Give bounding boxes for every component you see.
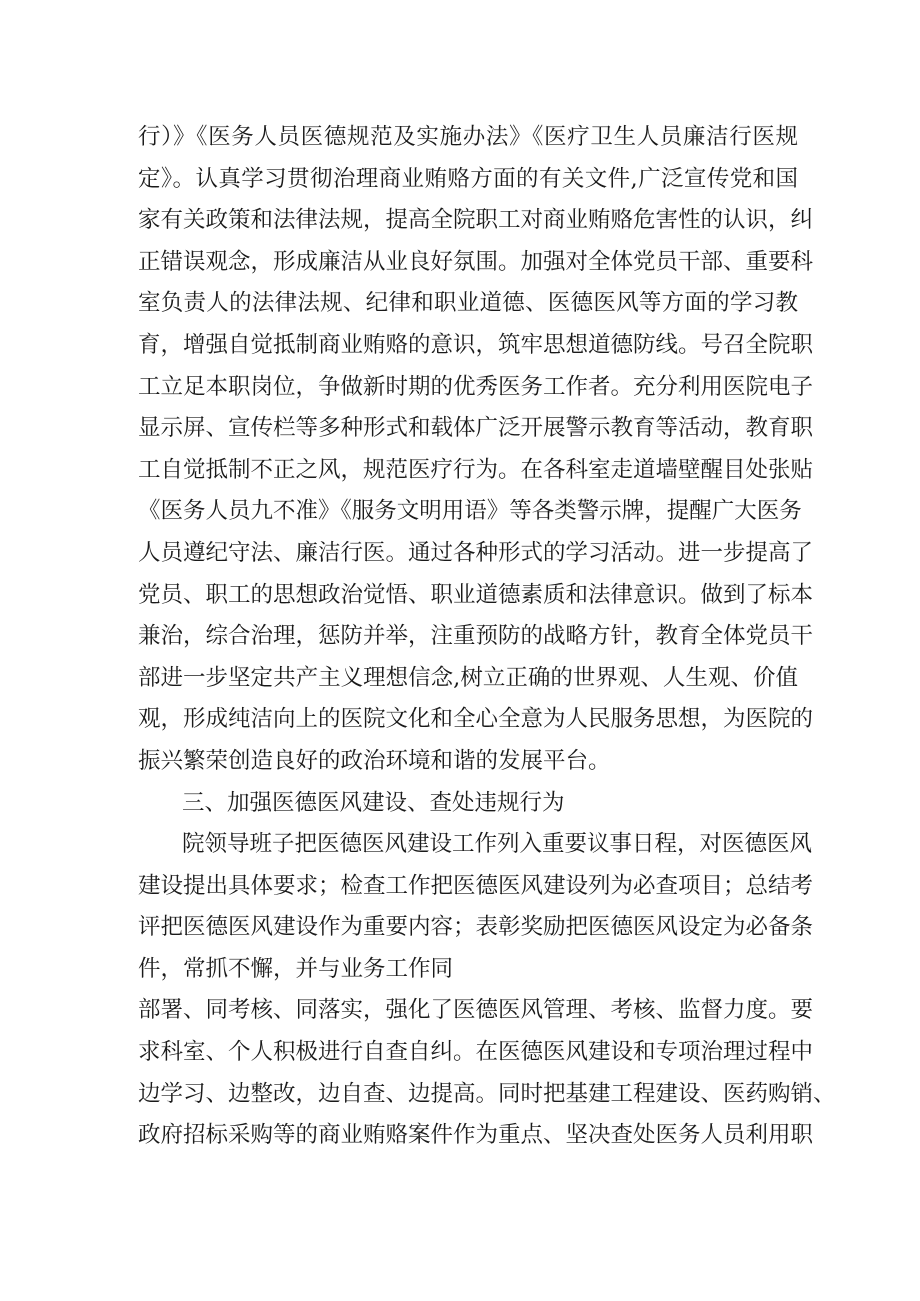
- text-line: 工立足本职岗位，争做新时期的优秀医务工作者。充分利用医院电子: [138, 373, 814, 400]
- text-line: 党员、职工的思想政治觉悟、职业道德素质和法律意识。做到了标本: [138, 581, 814, 608]
- text-line: 评把医德医风建设作为重要内容；表彰奖励把医德医风设定为必备条: [138, 914, 814, 941]
- text-line: 家有关政策和法律法规，提高全院职工对商业贿赂危害性的认识，纠: [138, 207, 814, 234]
- text-line: 部进一步坚定共产主义理想信念,树立正确的世界观、人生观、价值: [138, 664, 798, 691]
- text-line: 正错误观念，形成廉洁从业良好氛围。加强对全体党员干部、重要科: [138, 248, 814, 275]
- text-line: 人员遵纪守法、廉洁行医。通过各种形式的学习活动。进一步提高了: [138, 539, 814, 566]
- text-line: 部署、同考核、同落实，强化了医德医风管理、考核、监督力度。要: [138, 997, 814, 1024]
- text-line: 观，形成纯洁向上的医院文化和全心全意为人民服务思想，为医院的: [138, 706, 814, 733]
- text-line: 兼治，综合治理，惩防并举，注重预防的战略方针，教育全体党员干: [138, 623, 814, 650]
- text-line: 政府招标采购等的商业贿赂案件作为重点、坚决查处医务人员利用职: [138, 1122, 814, 1149]
- body-text: [138, 117, 836, 1157]
- text-line: 室负责人的法律法规、纪律和职业道德、医德医风等方面的学习教: [138, 290, 798, 317]
- text-line: 边学习、边整改，边自查、边提高。同时把基建工程建设、医药购销、: [138, 1080, 836, 1107]
- text-line: 《医务人员九不准》《服务文明用语》等各类警示牌，提醒广大医务: [138, 498, 802, 525]
- paragraph-first-line: 院领导班子把医德医风建设工作列入重要议事日程，对医德医风: [182, 831, 813, 858]
- text-line-short: 件，常抓不懈，并与业务工作同: [138, 955, 454, 982]
- section-heading: 三、加强医德医风建设、查处违规行为: [182, 789, 565, 816]
- text-line: 定》。认真学习贯彻治理商业贿赂方面的有关文件,广泛宣传党和国: [138, 165, 798, 192]
- text-line: 行）》《医务人员医德规范及实施办法》《医疗卫生人员廉洁行医规: [138, 124, 798, 150]
- paragraph-end-line: 振兴繁荣创造良好的政治环境和谐的发展平台。: [138, 747, 611, 774]
- text-line: 工自觉抵制不正之风，规范医疗行为。在各科室走道墙壁醒目处张贴: [138, 456, 814, 483]
- text-line: 建设提出具体要求；检查工作把医德医风建设列为必查项目；总结考: [138, 872, 814, 899]
- text-line: 求科室、个人积极进行自查自纠。在医德医风建设和专项治理过程中: [138, 1039, 814, 1066]
- text-line: 显示屏、宣传栏等多种形式和载体广泛开展警示教育等活动，教育职: [138, 415, 814, 442]
- text-line: 育，增强自觉抵制商业贿赂的意识，筑牢思想道德防线。号召全院职: [138, 331, 814, 358]
